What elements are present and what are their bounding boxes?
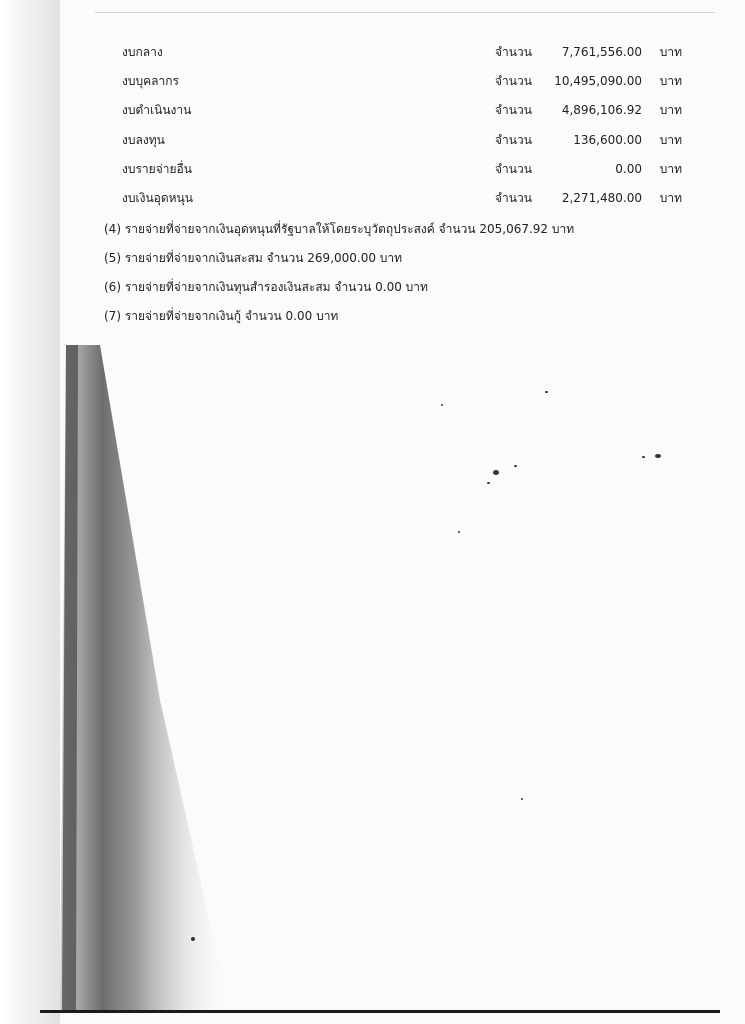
scan-speck xyxy=(191,937,195,941)
budget-item-name: งบรายจ่ายอื่น xyxy=(122,161,192,176)
amount-label: จำนวน xyxy=(495,45,532,59)
scan-speck xyxy=(441,404,443,406)
budget-item-name: งบดำเนินงาน xyxy=(122,103,192,118)
scan-speck xyxy=(493,470,499,475)
amount-label: จำนวน xyxy=(495,190,532,205)
budget-row xyxy=(122,69,682,98)
amount-value: 2,271,480.00 xyxy=(561,190,642,205)
amount-label: จำนวน xyxy=(495,74,532,89)
scan-speck xyxy=(521,798,523,800)
scan-speck xyxy=(487,482,490,484)
currency-unit: บาท xyxy=(659,190,682,205)
budget-row xyxy=(122,98,682,127)
currency-unit: บาท xyxy=(659,74,682,89)
budget-item-name: งบลงทุน xyxy=(122,132,165,147)
amount-value: 7,761,556.00 xyxy=(561,45,642,59)
scan-speck xyxy=(514,465,517,467)
budget-table xyxy=(122,40,682,215)
scan-bottom-edge xyxy=(40,1010,720,1013)
currency-unit: บาท xyxy=(659,161,682,176)
budget-row xyxy=(122,157,682,186)
currency-unit: บาท xyxy=(659,132,682,147)
expenditure-notes xyxy=(104,221,704,337)
scan-speck xyxy=(545,391,548,393)
amount-value: 4,896,106.92 xyxy=(561,103,642,118)
amount-value: 10,495,090.00 xyxy=(554,74,642,89)
scan-speck xyxy=(458,531,460,533)
scan-speck xyxy=(642,456,645,458)
budget-item-name: งบเงินอุดหนุน xyxy=(122,190,193,205)
budget-item-name: งบกลาง xyxy=(122,45,163,59)
scan-speck xyxy=(655,454,661,458)
amount-label: จำนวน xyxy=(495,103,532,118)
budget-row xyxy=(122,186,682,215)
budget-row xyxy=(122,128,682,157)
page-top-edge xyxy=(95,12,715,13)
budget-item-name: งบบุคลากร xyxy=(122,74,179,89)
note-item: (7) รายจ่ายที่จ่ายจากเงินกู้ จำนวน 0.00 บาท xyxy=(104,309,339,323)
note-item: (6) รายจ่ายที่จ่ายจากเงินทุนสำรองเงินสะสม จำนวน 0.00 บาท xyxy=(104,280,428,294)
amount-value: 136,600.00 xyxy=(573,132,642,147)
budget-row xyxy=(122,40,682,69)
currency-unit: บาท xyxy=(659,103,682,118)
amount-label: จำนวน xyxy=(495,132,532,147)
currency-unit: บาท xyxy=(659,45,682,59)
amount-label: จำนวน xyxy=(495,161,532,176)
amount-value: 0.00 xyxy=(615,161,642,176)
note-item: (5) รายจ่ายที่จ่ายจากเงินสะสม จำนวน 269,000.00 บาท xyxy=(104,251,403,265)
note-item: (4) รายจ่ายที่จ่ายจากเงินอุดหนุนที่รัฐบาลให้โดยระบุวัตถุประสงค์ จำนวน 205,067.92 บาท xyxy=(104,222,575,236)
